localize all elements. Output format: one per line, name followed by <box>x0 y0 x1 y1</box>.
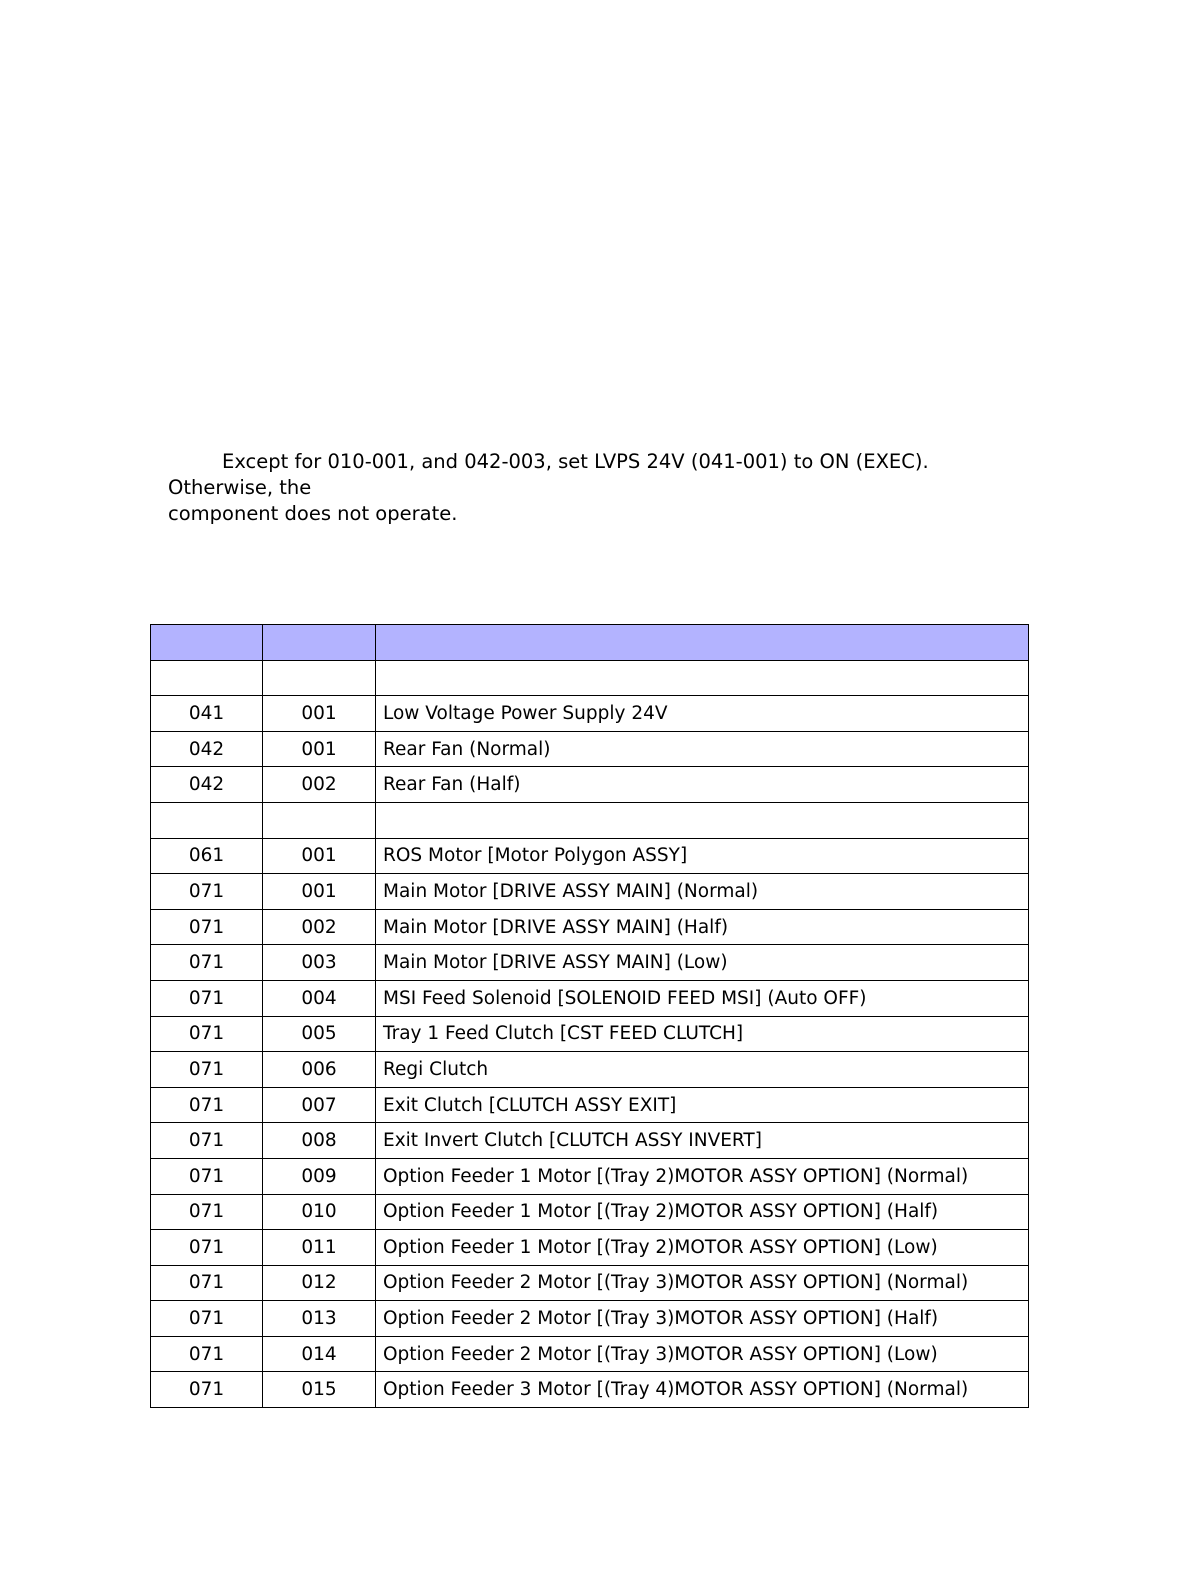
table-row <box>151 696 1029 732</box>
component-name-cell: Option Feeder 1 Motor [(Tray 2)MOTOR ASSY OPTION] (Half) <box>376 1194 1029 1230</box>
chain-cell: 042 <box>151 767 263 803</box>
chain-cell: 071 <box>151 1052 263 1088</box>
link-cell: 014 <box>263 1336 376 1372</box>
component-name-cell: Rear Fan (Normal) <box>376 731 1029 767</box>
link-cell: 001 <box>263 696 376 732</box>
link-cell: 004 <box>263 980 376 1016</box>
component-name-cell: MSI Feed Solenoid [SOLENOID FEED MSI] (Auto OFF) <box>376 980 1029 1016</box>
component-name-cell <box>376 660 1029 696</box>
link-cell <box>263 660 376 696</box>
component-name-cell: Main Motor [DRIVE ASSY MAIN] (Half) <box>376 909 1029 945</box>
chain-cell: 071 <box>151 1336 263 1372</box>
link-cell: 003 <box>263 945 376 981</box>
table-header-row <box>151 625 1029 661</box>
table-row <box>151 838 1029 874</box>
table-row <box>151 1087 1029 1123</box>
chain-cell: 071 <box>151 1230 263 1266</box>
table-row <box>151 1052 1029 1088</box>
table-row <box>151 802 1029 838</box>
table-row <box>151 1158 1029 1194</box>
note-line-1: Except for 010-001, and 042-003, set LVPS 24V (041-001) to ON (EXEC). Otherwise, the <box>168 450 929 499</box>
component-name-cell: Option Feeder 2 Motor [(Tray 3)MOTOR ASSY OPTION] (Half) <box>376 1301 1029 1337</box>
chain-cell: 071 <box>151 1301 263 1337</box>
component-name-cell <box>376 802 1029 838</box>
link-cell: 002 <box>263 909 376 945</box>
chain-cell: 071 <box>151 945 263 981</box>
chain-cell: 071 <box>151 980 263 1016</box>
table-row <box>151 874 1029 910</box>
link-cell: 015 <box>263 1372 376 1408</box>
chain-cell: 071 <box>151 1194 263 1230</box>
link-cell: 009 <box>263 1158 376 1194</box>
table-body <box>151 660 1029 1407</box>
table-row <box>151 980 1029 1016</box>
component-name-cell: Option Feeder 3 Motor [(Tray 4)MOTOR ASSY OPTION] (Normal) <box>376 1372 1029 1408</box>
chain-cell: 071 <box>151 1016 263 1052</box>
component-name-cell: Exit Invert Clutch [CLUTCH ASSY INVERT] <box>376 1123 1029 1159</box>
table-row <box>151 1301 1029 1337</box>
component-name-cell: Option Feeder 1 Motor [(Tray 2)MOTOR ASSY OPTION] (Low) <box>376 1230 1029 1266</box>
chain-cell: 042 <box>151 731 263 767</box>
table-row <box>151 767 1029 803</box>
link-cell <box>263 802 376 838</box>
chain-cell: 071 <box>151 1087 263 1123</box>
table-row <box>151 1336 1029 1372</box>
table-row <box>151 660 1029 696</box>
header-cell-link <box>263 625 376 661</box>
component-control-table <box>150 624 1029 1408</box>
header-cell-name <box>376 625 1029 661</box>
link-cell: 006 <box>263 1052 376 1088</box>
link-cell: 010 <box>263 1194 376 1230</box>
header-cell-chain <box>151 625 263 661</box>
link-cell: 012 <box>263 1265 376 1301</box>
chain-cell: 071 <box>151 874 263 910</box>
chain-cell <box>151 802 263 838</box>
table-row <box>151 1194 1029 1230</box>
link-cell: 011 <box>263 1230 376 1266</box>
component-name-cell: Option Feeder 2 Motor [(Tray 3)MOTOR ASSY OPTION] (Low) <box>376 1336 1029 1372</box>
chain-cell: 041 <box>151 696 263 732</box>
component-name-cell: Regi Clutch <box>376 1052 1029 1088</box>
table-row <box>151 731 1029 767</box>
link-cell: 002 <box>263 767 376 803</box>
table-row <box>151 909 1029 945</box>
chain-cell: 071 <box>151 909 263 945</box>
table-row <box>151 1123 1029 1159</box>
chain-cell: 071 <box>151 1372 263 1408</box>
table-row <box>151 1265 1029 1301</box>
component-name-cell: Tray 1 Feed Clutch [CST FEED CLUTCH] <box>376 1016 1029 1052</box>
table-row <box>151 1230 1029 1266</box>
table-row <box>151 1372 1029 1408</box>
link-cell: 008 <box>263 1123 376 1159</box>
link-cell: 001 <box>263 838 376 874</box>
component-name-cell: Low Voltage Power Supply 24V <box>376 696 1029 732</box>
component-name-cell: Exit Clutch [CLUTCH ASSY EXIT] <box>376 1087 1029 1123</box>
note-line-2: component does not operate. <box>168 502 458 525</box>
link-cell: 001 <box>263 731 376 767</box>
component-name-cell: ROS Motor [Motor Polygon ASSY] <box>376 838 1029 874</box>
link-cell: 007 <box>263 1087 376 1123</box>
component-name-cell: Rear Fan (Half) <box>376 767 1029 803</box>
chain-cell: 071 <box>151 1123 263 1159</box>
link-cell: 001 <box>263 874 376 910</box>
link-cell: 013 <box>263 1301 376 1337</box>
component-name-cell: Main Motor [DRIVE ASSY MAIN] (Normal) <box>376 874 1029 910</box>
operation-note <box>168 449 1028 527</box>
chain-cell <box>151 660 263 696</box>
component-name-cell: Main Motor [DRIVE ASSY MAIN] (Low) <box>376 945 1029 981</box>
chain-cell: 071 <box>151 1265 263 1301</box>
chain-cell: 061 <box>151 838 263 874</box>
table-row <box>151 1016 1029 1052</box>
component-name-cell: Option Feeder 2 Motor [(Tray 3)MOTOR ASSY OPTION] (Normal) <box>376 1265 1029 1301</box>
component-name-cell: Option Feeder 1 Motor [(Tray 2)MOTOR ASSY OPTION] (Normal) <box>376 1158 1029 1194</box>
chain-cell: 071 <box>151 1158 263 1194</box>
table-row <box>151 945 1029 981</box>
link-cell: 005 <box>263 1016 376 1052</box>
